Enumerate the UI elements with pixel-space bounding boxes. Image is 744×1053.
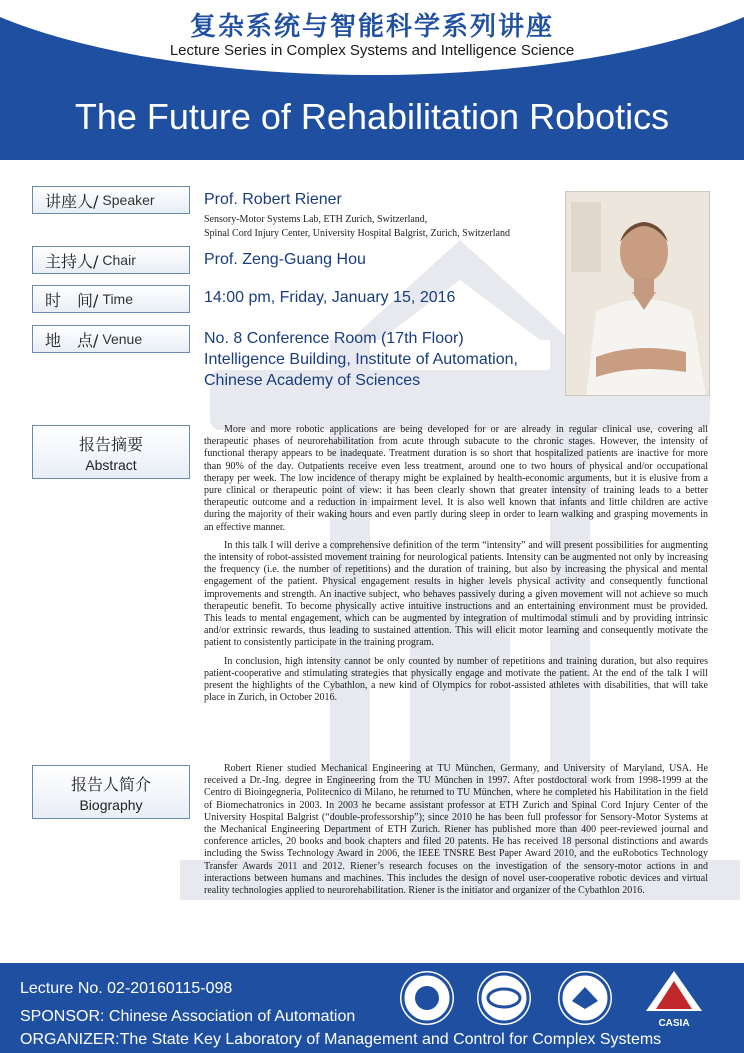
speaker-label-en: Speaker [102, 192, 155, 208]
casia-label: CASIA [658, 1018, 690, 1029]
abstract-label [32, 425, 190, 479]
chair-label-en: Chair [102, 252, 136, 268]
abstract-label-cn: 报告摘要 [78, 435, 143, 454]
speaker-label-cn: 讲座人/ [45, 191, 99, 211]
chair-label-cn: 主持人/ [45, 251, 99, 271]
biography-paragraph: Robert Riener studied Mechanical Engineering at TU München, Germany, and University of Maryland, USA. He received a Dr.-Ing. degree in Engineering from the TU München in 1997. After postdoctoral work from 1998-1999 at the Centro di Bioingegneria, Politecnico di Milano, he returned to TU München, where he completed his Habilitation in the field of Biomechatronics in 2003. In 2003 he became assistant professor at ETH Zurich and Spinal Cord Injury Center of the University Hospital Balgrist (“double-professorship”); since 2010 he has been full professor for Sensory-Motor Systems at the Mechanical Engineering Department of ETH Zurich. Riener has published more than 400 peer-reviewed journal and conference articles, 20 books and book chapters and filed 20 patents. He has received 18 personal distinctions and awards including the Swiss Technology Award in 2006, the IEEE TNSRE Best Paper Award 2010, and the euRobotics Technology Transfer Awards 2011 and 2012. Riener’s research focuses on the investigation of the sensory-motor actions in and interactions between humans and machines. This includes the design of novel user-cooperative robotic devices and virtual reality technologies applied to neurorehabilitation. Riener is the initiator and organizer of the Cybathlon 2016. [204, 763, 708, 897]
portrait-drawing [566, 192, 710, 396]
time-label-cn: 时 间/ [45, 290, 99, 310]
venue-label [32, 325, 190, 353]
series-title-cn: 复杂系统与智能科学系列讲座 [189, 12, 554, 42]
abstract-text [204, 424, 708, 710]
venue-label-en: Venue [102, 331, 143, 347]
biography-label [32, 765, 190, 819]
chair-name: Prof. Zeng-Guang Hou [204, 251, 366, 268]
venue-value [204, 328, 518, 391]
affiliation-line-2: Spinal Cord Injury Center, University Hospital Balgrist, Zurich, Switzerland [204, 228, 510, 239]
abstract-label-en: Abstract [85, 457, 137, 473]
venue-line-3: Chinese Academy of Sciences [204, 372, 421, 389]
biography-text [204, 763, 708, 903]
abstract-paragraph-1: More and more robotic applications are being developed for or are already in regular clinical use, covering all therapeutic phases of neurorehabilitation from acute through subacute to the chronic stages. However, the intensity of functional therapy appears to be inadequate. Treatment duration is so short that hospitalized patients are inactive for more than 90% of the day. Outpatients receive even less treatment, around one to two hours of physical and/or occupational therapy per week. The low incidence of therapy might be explained by health-economic arguments, but it is elusive from a pure clinical or therapeutic point of view: it has been clearly shown that greater intensity of training leads to a better therapeutic outcome and a reduction in impairment level. It is also well known that infants and little children are active during the majority of their waking hours and even partly during sleep in order to learn walking and grasping movements in an effective manner. [204, 424, 708, 533]
abstract-paragraph-2: In this talk I will derive a comprehensive definition of the term “intensity” and will present possibilities for augmenting the intensity of robot-assisted movement training for neurological patients. Intensity can be augmented not only by increasing the frequency (i.e. the number of repetitions) and the duration of training, but also by increasing the physical and mental engagement of the patient. Physical engagement results in higher levels physical activity and consequently functional improvements and strength. An inactive subject, who behaves passively during a given movement will not achieve so much therapeutic benefit. To become physically active intuitive instructions and an entertaining environment must be provided. This leads to mental engagement, which can be augmented by integration of multimodal stimuli and by providing intrinsic and/or extrinsic rewards, thus leading to sustained attention. This will elicit motor learning and consequently motivate the patient to consistently participate in the training program. [204, 539, 708, 649]
speaker-affiliation [204, 213, 510, 241]
venue-label-cn: 地 点/ [45, 330, 99, 350]
time-label [32, 285, 190, 313]
time-value: 14:00 pm, Friday, January 15, 2016 [204, 289, 456, 306]
venue-line-2: Intelligence Building, Institute of Automation, [204, 351, 518, 368]
caa-logo [477, 971, 531, 1025]
time-label-en: Time [102, 291, 133, 307]
affiliation-line-1: Sensory-Motor Systems Lab, ETH Zurich, Switzerland, [204, 214, 428, 225]
sponsor-line: SPONSOR: Chinese Association of Automation [20, 1008, 356, 1025]
speaker-label [32, 186, 190, 214]
venue-line-1: No. 8 Conference Room (17th Floor) [204, 330, 464, 347]
speaker-photo [565, 191, 710, 396]
chair-label [32, 246, 190, 274]
series-title-en: Lecture Series in Complex Systems and Intelligence Science [169, 42, 575, 59]
header-banner [0, 0, 744, 160]
biography-label-cn: 报告人简介 [70, 775, 151, 794]
abstract-paragraph-3: In conclusion, high intensity cannot be only counted by number of repetitions and training duration, but also requires patient-cooperative and stimulating strategies that physically engage and motivate the patient. At the end of the talk I will present the highlights of the Cybathlon, a new kind of Olympics for robot-assisted athletes with disabilities, that will take place in Zurich, in October 2016. [204, 655, 708, 704]
organizer-line: ORGANIZER:The State Key Laboratory of Management and Control for Complex Systems [20, 1031, 662, 1048]
speaker-name: Prof. Robert Riener [204, 191, 342, 208]
footer-banner [0, 963, 744, 1053]
ia-logo [558, 971, 612, 1025]
biography-label-en: Biography [79, 797, 143, 813]
cas-logo [400, 971, 454, 1025]
casia-logo [640, 969, 708, 1029]
lecture-title: The Future of Rehabilitation Robotics [74, 96, 670, 137]
lecture-number: Lecture No. 02-20160115-098 [20, 980, 233, 997]
